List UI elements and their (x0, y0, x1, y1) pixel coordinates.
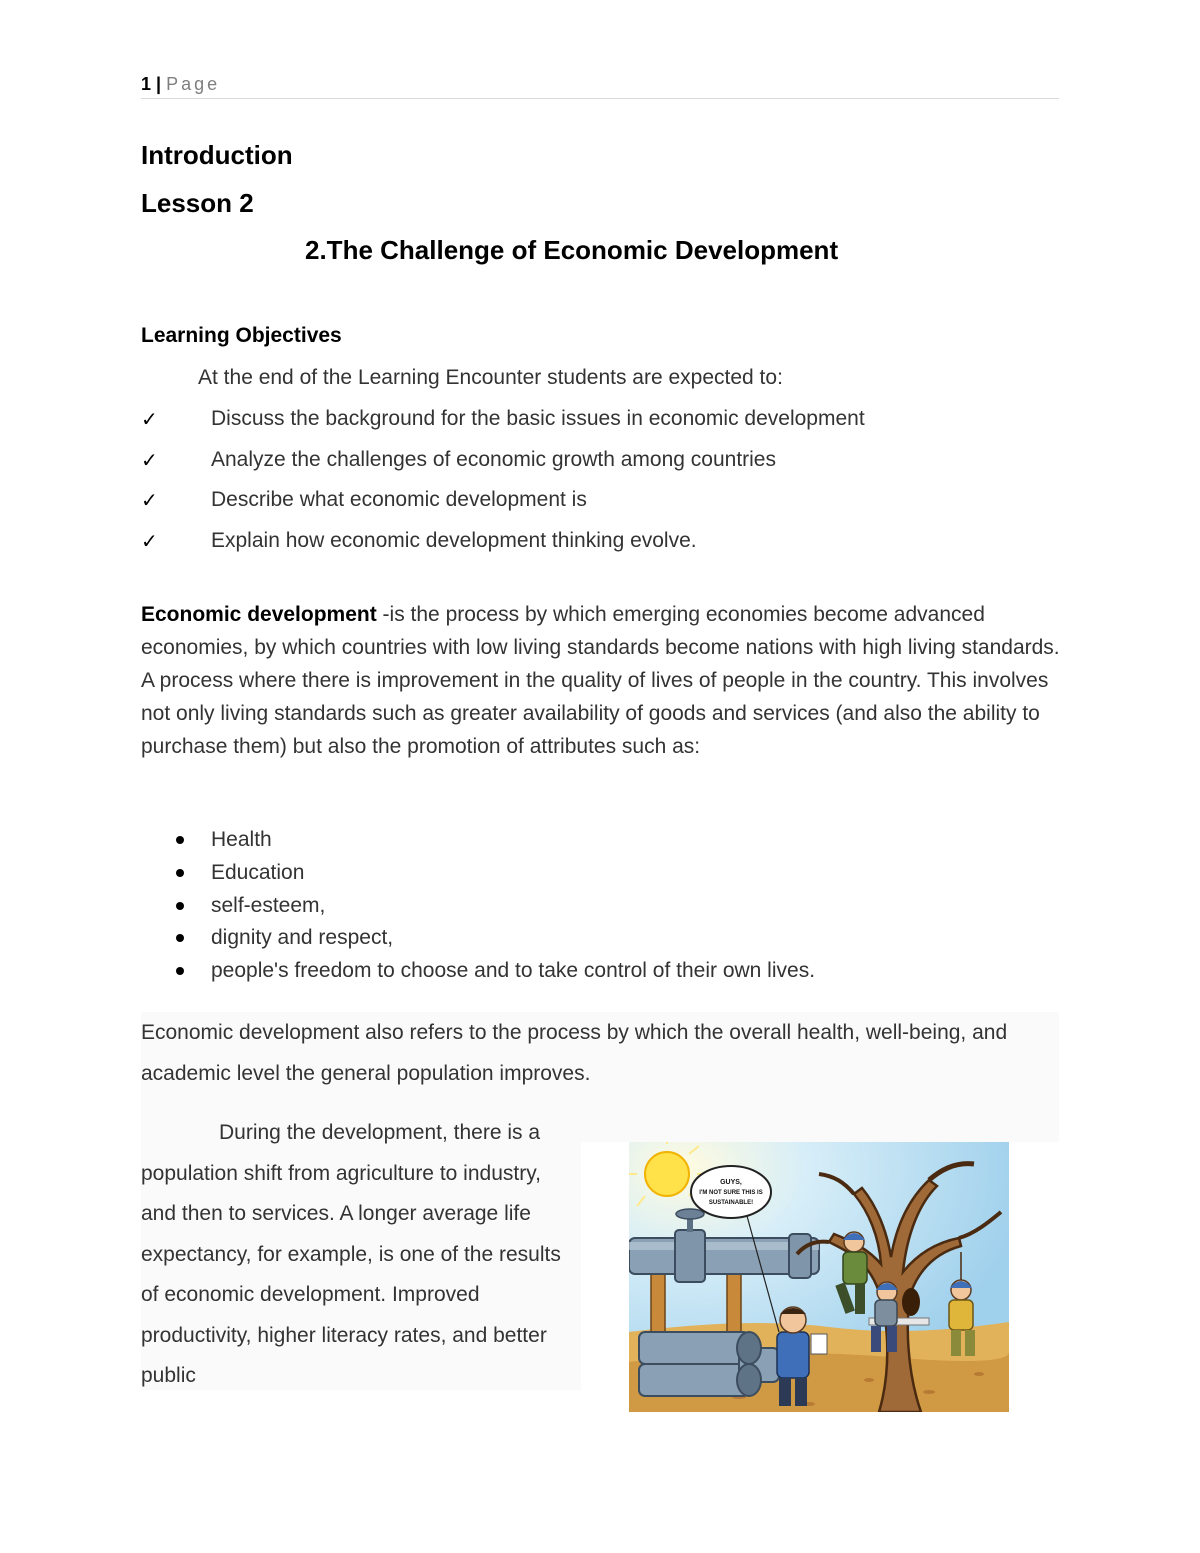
checkmark-icon: ✓ (141, 407, 158, 431)
definition-paragraph (141, 598, 1061, 763)
sun-icon (645, 1152, 689, 1196)
bullet-icon (176, 967, 184, 975)
speech-line-2: I'M NOT SURE THIS IS (699, 1190, 763, 1196)
objectives-intro: At the end of the Learning Encounter students are expected to: (198, 366, 783, 389)
page-number: 1 (141, 74, 152, 94)
bullet-icon (176, 902, 184, 910)
during-development-paragraph: During the development, there is a population shift from agriculture to industry, and then to services. A longer average life expectancy, for example, is one of the results of economic development. Improved productivity, higher literacy rates, and better public (141, 1121, 561, 1387)
valve-wheel-icon (676, 1209, 704, 1219)
bullet-icon (176, 869, 184, 877)
checkmark-icon: ✓ (141, 528, 158, 553)
objective-text: Analyze the challenges of economic growth among countries (211, 447, 776, 471)
bullet-icon (176, 934, 184, 942)
attribute-text: Health (211, 828, 272, 851)
speech-line-1: GUYS, (720, 1179, 742, 1186)
lesson-title: 2.The Challenge of Economic Development (305, 235, 839, 265)
objective-text: Describe what economic development is (211, 488, 587, 511)
attribute-text: Education (211, 860, 305, 884)
page-separator: | (156, 74, 162, 94)
speech-line-3: SUSTAINABLE! (708, 1200, 754, 1206)
heading-learning-objectives: Learning Objectives (141, 324, 342, 347)
definition-text: -is the process by which emerging economies become advanced economies, by which countries with low living standards become nations with high living standards. A process where there is improvement in the quality of lives of people in the country. This involves not only living standards such as greater availability of goods and services (and also the ability to purchase them) but also the promotion of attributes such as: (141, 603, 1060, 758)
also-refers-paragraph: Economic development also refers to the process by which the overall health, well-being, and academic level the general population improves. (141, 1021, 1008, 1085)
page-label: Page (166, 74, 221, 94)
sustainability-cartoon (629, 1142, 1009, 1412)
heading-lesson: Lesson 2 (141, 188, 254, 218)
objective-text: Explain how economic development thinking evolve. (211, 528, 697, 552)
checkmark-icon: ✓ (141, 447, 158, 472)
checkmark-icon: ✓ (141, 488, 158, 512)
attribute-text: dignity and respect, (211, 926, 394, 950)
definition-term: Economic development (141, 603, 377, 626)
page-header (141, 72, 1059, 99)
objective-text: Discuss the background for the basic issues in economic development (211, 407, 865, 430)
attribute-text: people's freedom to choose and to take control of their own lives. (211, 959, 816, 983)
cartoon-illustration (629, 1142, 1009, 1412)
heading-introduction: Introduction (141, 140, 293, 170)
attribute-text: self-esteem, (211, 893, 326, 917)
bullet-icon (176, 836, 184, 844)
